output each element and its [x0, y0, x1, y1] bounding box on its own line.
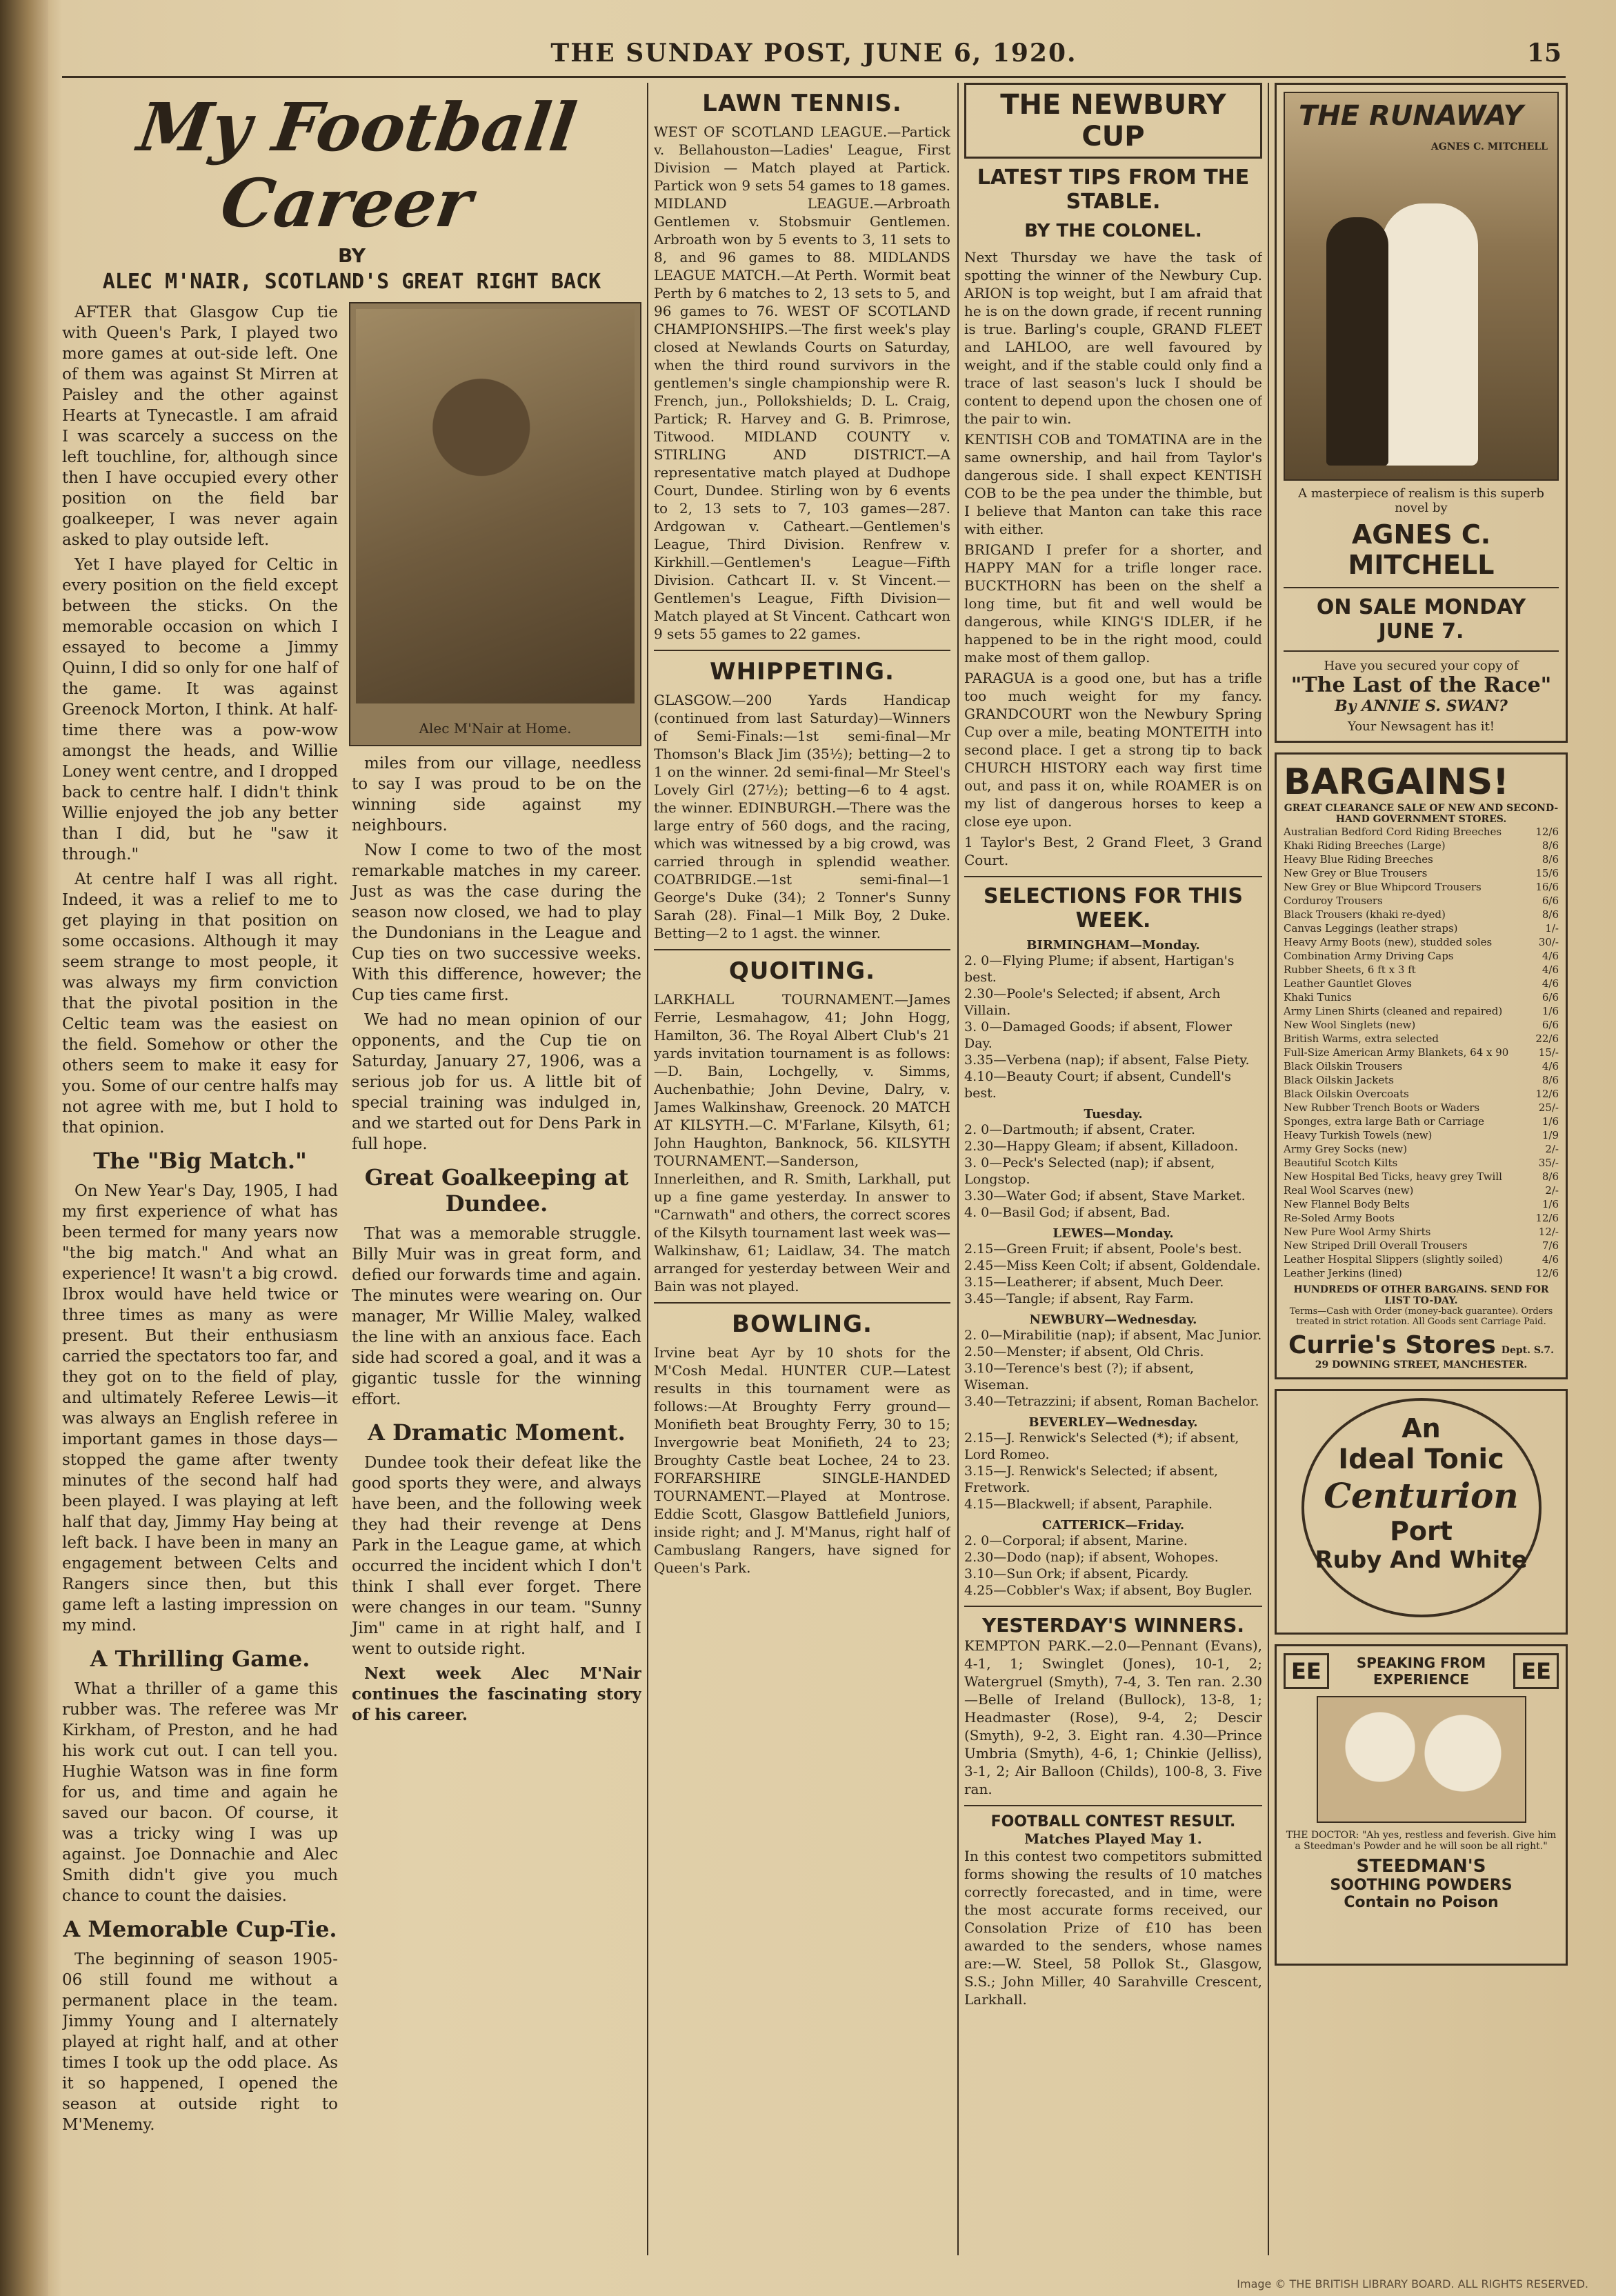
- racing-subheading: LATEST TIPS FROM THE STABLE.: [977, 166, 1250, 214]
- bargain-item-price: 8/6: [1542, 908, 1559, 921]
- centurion-oval: [1301, 1398, 1542, 1617]
- bargain-item-name: New Grey or Blue Trousers: [1284, 867, 1428, 879]
- bargain-item: [1284, 1101, 1559, 1115]
- bargain-item: [1284, 1073, 1559, 1087]
- on-sale-text: ON SALE MONDAY: [1316, 595, 1526, 619]
- tip-line: 4.25—Cobbler's Wax; if absent, Boy Bugler.: [964, 1583, 1253, 1598]
- bargain-item-price: 8/6: [1542, 1074, 1559, 1086]
- bargain-item: [1284, 990, 1559, 1004]
- bargain-item-name: Beautiful Scotch Kilts: [1284, 1157, 1398, 1169]
- tip-line: 2. 0—Dartmouth; if absent, Crater.: [964, 1122, 1195, 1137]
- meeting: [964, 1107, 1262, 1221]
- photo-caption: Alec M'Nair at Home.: [419, 720, 572, 737]
- bargain-item-price: 4/6: [1542, 1253, 1559, 1266]
- bargain-item-name: New Striped Drill Overall Trousers: [1284, 1239, 1468, 1252]
- bargain-item-price: 7/6: [1542, 1239, 1559, 1252]
- bargain-item-price: 4/6: [1542, 1060, 1559, 1072]
- tip-line: 3.30—Water God; if absent, Stave Market.: [964, 1188, 1246, 1204]
- store-dept: Dept. S.7.: [1501, 1345, 1554, 1356]
- bargain-item-name: New Hospital Bed Ticks, heavy grey Twill: [1284, 1170, 1502, 1183]
- bargain-item-price: 25/-: [1538, 1101, 1559, 1114]
- bargain-item-name: Black Oilskin Trousers: [1284, 1060, 1403, 1072]
- column-rule: [957, 83, 959, 2255]
- section-heading: Great Goalkeeping at Dundee.: [364, 1164, 629, 1217]
- article-left-col: [62, 302, 338, 2139]
- section-text: What a thriller of a game this rubber was. The referee was Mr Kirkham, of Preston, and he had his work cut out. I can tell you. Hughie Watson was in fine form for us, and time and again he saved our bacon. Of course, it was a tricky wing I was up against. Joe Donnachie and Alec Smith didn't give you much chance to count the daisies.: [62, 1680, 338, 1905]
- bargain-item: [1284, 1156, 1559, 1170]
- bargains-title: BARGAINS!: [1284, 761, 1509, 803]
- bargain-item-name: Real Wool Scarves (new): [1284, 1184, 1414, 1197]
- bargain-item-name: Full-Size American Army Blankets, 64 x 90: [1284, 1046, 1509, 1059]
- divider: [1284, 650, 1559, 652]
- bargain-item-price: 16/6: [1535, 881, 1559, 893]
- meeting: [964, 938, 1262, 1101]
- steedman-tagline: Contain no Poison: [1344, 1894, 1499, 1911]
- bargain-item-price: 30/-: [1538, 936, 1559, 948]
- bargain-item: [1284, 839, 1559, 852]
- tip-line: 3. 0—Peck's Selected (nap); if absent, Longstop.: [964, 1155, 1215, 1187]
- steedman-ad: [1275, 1644, 1568, 1966]
- bargain-item-name: New Flannel Body Belts: [1284, 1198, 1410, 1210]
- runaway-ad: [1275, 83, 1568, 743]
- tip-line: 4.10—Beauty Court; if absent, Cundell's best.: [964, 1069, 1231, 1101]
- bargain-item-price: 1/6: [1542, 1115, 1559, 1128]
- article-paragraph: At centre half I was all right. Indeed, it was a relief to me to get playing in that position on some occasions. Although it may seem strange to most people, it was always my firm conviction that the pivotal position in the Celtic team was the easiest on the field. Somehow or other the others seem to make it easy for you. Some of our centre halfs may not agree with me, but I hold to that opinion.: [62, 870, 338, 1137]
- meeting: [964, 1312, 1262, 1410]
- masthead: [62, 34, 1566, 78]
- bargain-item-price: 1/9: [1542, 1129, 1559, 1141]
- bargain-item: [1284, 949, 1559, 963]
- centurion-line2: Ideal Tonic: [1338, 1444, 1504, 1475]
- bargain-item-name: Australian Bedford Cord Riding Breeches: [1284, 826, 1502, 838]
- winners-text: KEMPTON PARK.—2.0—Pennant (Evans), 4-1, 1; Swinglet (Jones), 10-1, 2; Watergruel (Smyth), 7-4, 3. Ten ran. 2.30—Belle of Ireland (Bullock), 13-8, 1; Headmaster (Rose), 9-4, 2; Descir (Smyth), 9-2, 3. Eight ran. 4.30—Prince Umbria (Smyth), 4-6, 1; Chinkie (Jelliss), 3-1, 2; Air Balloon (Childs), 100-8, 3. Five ran.: [964, 1637, 1262, 1797]
- book-author: By ANNIE S. SWAN?: [1335, 697, 1508, 715]
- sports-column: [654, 83, 950, 2262]
- bargain-item-name: Khaki Tunics: [1284, 991, 1352, 1004]
- author-photo: [349, 302, 641, 746]
- bargain-item-price: 4/6: [1542, 950, 1559, 962]
- racing-paragraph: Next Thursday we have the task of spotting the winner of the Newbury Cup. ARION is top weight, but I am afraid that he is on the down grade, if recent running is true. Barling's couple, GRAND FLEET and LAHLOO, are well favoured by weight, and if the stable could only find a trace of last season's luck I should be content to depend upon the chosen one of the pair to win.: [964, 249, 1262, 427]
- bargain-item: [1284, 1197, 1559, 1211]
- section-text: The beginning of season 1905-06 still found me without a permanent place in the team. Jimmy Young and I alternately played at right half, and at other times I took up the odd place. As it so happened, I opened the season at outside right to M'Menemy.: [62, 1950, 338, 2134]
- bargain-item-price: 8/6: [1542, 839, 1559, 852]
- bargain-item-price: 6/6: [1542, 895, 1559, 907]
- bargain-item-price: 12/6: [1535, 1088, 1559, 1100]
- divider: [964, 1805, 1262, 1806]
- runaway-caption: A masterpiece of realism is this superb novel by: [1298, 486, 1544, 515]
- bargains-subtitle: GREAT CLEARANCE SALE OF NEW AND SECOND-HAND GOVERNMENT STORES.: [1284, 803, 1559, 825]
- racing-paragraph: KENTISH COB and TOMATINA are in the same ownership, and hail from Taylor's dangerous side. I shall expect KENTISH COB to be the pea under the thimble, but I believe that Manton can take this race with either.: [964, 431, 1262, 537]
- section-heading: A Memorable Cup-Tie.: [63, 1916, 337, 1942]
- lawn-tennis-text: WEST OF SCOTLAND LEAGUE.—Partick v. Bellahouston—Ladies' League, First Division — Match played at Partick. Partick won 9 sets 54 games to 18 games. MIDLAND LEAGUE.—Arbroath Gentlemen v. Stobsmuir Gentlemen. Arbroath won by 5 events to 3, 11 sets to 8, and 96 games to 88. MIDLANDS LEAGUE MATCH.—At Perth. Wormit beat Perth by 6 matches to 2, 13 sets to 5, and 96 games to 76. WEST OF SCOTLAND CHAMPIONSHIPS.—The first week's play closed at Newlands Courts on Saturday, when the third round survivors in the gentlemen's single championship were R. French, jun., Pollokshields; D. L. Craig, Partick; R. Harvey and G. B. Primrose, Titwood. MIDLAND COUNTY v. STIRLING AND DISTRICT.—A representative match played at Dudhope Court, Dundee. Stirling won by 6 events to 2, 13 sets to 7, 103 games—287. Ardgowan v. Catheart.—Gentlemen's League, Third Division. Renfrew v. Kirkhill.—Gentlemen's League—Fifth Division. Cathcart II. v. St Vincent.—Gentlemen's League, Fifth Division—Match played at St Vincent. Cathcart won 9 sets 55 games to 22 games.: [654, 123, 950, 642]
- tip-line: 2.15—J. Renwick's Selected (*); if absent, Lord Romeo.: [964, 1430, 1239, 1462]
- meeting-name: CATTERICK—Friday.: [1041, 1518, 1185, 1533]
- racing-column: [964, 83, 1262, 2262]
- section-heading: A Dramatic Moment.: [368, 1419, 626, 1446]
- bargain-item-price: 12/6: [1535, 826, 1559, 838]
- article-column: [62, 83, 641, 2262]
- on-sale-date: JUNE 7.: [1378, 619, 1464, 643]
- article-title: My Football Career: [133, 88, 581, 242]
- bargain-item: [1284, 935, 1559, 949]
- bargain-item: [1284, 1004, 1559, 1018]
- racing-heading: THE NEWBURY CUP: [1000, 89, 1226, 152]
- meeting: [964, 1518, 1262, 1599]
- ads-column: [1275, 83, 1568, 2262]
- article-paragraph: Yet I have played for Celtic in every position on the field except between the sticks. On the memorable occasion on which I essayed to become a Jimmy Quinn, I did so only for one half of the game. It was against Greenock Morton, I think. At half-time there was a pow-wow amongst the heads, and Willie Loney went centre, and I dropped back to centre half. I didn't think Willie enjoyed the job any better than I did, but he "saw it through.": [62, 556, 338, 864]
- bargain-item-name: Leather Jerkins (lined): [1284, 1267, 1402, 1279]
- steedman-top: [1284, 1653, 1559, 1689]
- lawn-tennis-heading: LAWN TENNIS.: [702, 90, 902, 117]
- racing-paragraph: 1 Taylor's Best, 2 Grand Fleet, 3 Grand Court.: [964, 834, 1262, 868]
- racing-paragraph: PARAGUA is a good one, but has a trifle too much weight for my fancy. GRANDCOURT won the Newbury Spring Cup over a mile, beating MONTEITH into second place. I get a strong tip to back CHURCH HISTORY each way first time out, and pass it on, while ROAMER is on my list of dangerous horses to keep a close eye upon.: [964, 670, 1262, 830]
- bargain-item-price: 12/6: [1535, 1267, 1559, 1279]
- column-rule: [1268, 83, 1269, 2255]
- bargain-item: [1284, 1115, 1559, 1128]
- tip-line: 2.15—Green Fruit; if absent, Poole's best.: [964, 1241, 1242, 1257]
- divider: [654, 1302, 950, 1304]
- bargain-item-name: Army Grey Socks (new): [1284, 1143, 1408, 1155]
- store-name: Currie's Stores: [1288, 1331, 1496, 1359]
- bargain-item: [1284, 1170, 1559, 1184]
- bargain-item: [1284, 1239, 1559, 1252]
- divider: [1284, 587, 1559, 588]
- book-prompt: Have you secured your copy of: [1324, 659, 1519, 673]
- bargains-terms: Terms—Cash with Order (money-back guarantee). Orders treated in strict rotation. All Goods sent Carriage Paid.: [1289, 1306, 1553, 1327]
- bargain-item: [1284, 1211, 1559, 1225]
- bargain-item: [1284, 894, 1559, 908]
- masthead-title: THE SUNDAY POST, JUNE 6, 1920.: [550, 39, 1077, 68]
- book-title: "The Last of the Race": [1290, 673, 1552, 697]
- tip-line: 3.10—Terence's best (?); if absent, Wiseman.: [964, 1361, 1195, 1392]
- bargain-item-name: Rubber Sheets, 6 ft x 3 ft: [1284, 964, 1416, 976]
- centurion-ad: [1275, 1389, 1568, 1635]
- football-text: In this contest two competitors submitted forms showing the results of 10 matches correctly forecasted, and in time, were the most accurate forms received, our Consolation Prize of £10 has been awarded to the senders, whose names are:—W. Steel, 58 Pollok St., Glasgow, S.S.; John Miller, 40 Sarahville Crescent, Larkhall.: [964, 1848, 1262, 2008]
- bargain-item-name: Re-Soled Army Boots: [1284, 1212, 1395, 1224]
- section-heading: A Thrilling Game.: [90, 1646, 310, 1672]
- bargain-item: [1284, 1018, 1559, 1032]
- bargain-item-price: 4/6: [1542, 977, 1559, 990]
- bargain-item-name: New Pure Wool Army Shirts: [1284, 1226, 1431, 1238]
- meeting: [964, 1226, 1262, 1307]
- bargain-item: [1284, 1252, 1559, 1266]
- tip-line: 2.50—Menster; if absent, Old Chris.: [964, 1344, 1204, 1359]
- runaway-cover: [1284, 92, 1559, 481]
- article-closing: Next week Alec M'Nair continues the fascinating story of his career.: [352, 1664, 641, 1724]
- bargain-item-price: 4/6: [1542, 964, 1559, 976]
- bargain-item-name: New Wool Singlets (new): [1284, 1019, 1416, 1031]
- tip-line: 4. 0—Basil God; if absent, Bad.: [964, 1205, 1170, 1220]
- bargain-item-name: Canvas Leggings (leather straps): [1284, 922, 1458, 935]
- racing-paragraph: BRIGAND I prefer for a shorter, and HAPPY MAN for a trifle longer race. BUCKTHORN has been on the shelf a long time, but fit and well would be dangerous, while KING'S IDLER, if he happened to be in the right mood, could make most of them gallop.: [964, 541, 1262, 666]
- tip-line: 2.30—Happy Gleam; if absent, Killadoon.: [964, 1139, 1239, 1154]
- divider: [964, 876, 1262, 877]
- centurion-line1: An: [1401, 1413, 1441, 1444]
- bargain-item: [1284, 1128, 1559, 1142]
- bargain-item-name: Khaki Riding Breeches (Large): [1284, 839, 1446, 852]
- bargains-more: HUNDREDS OF OTHER BARGAINS. SEND FOR LIST TO-DAY.: [1293, 1284, 1549, 1306]
- bargain-item-name: Black Oilskin Overcoats: [1284, 1088, 1409, 1100]
- article-paragraph: We had no mean opinion of our opponents, and the Cup tie on Saturday, January 27, 1906, was a serious job for us. A little bit of special training was indulged in, and we started out for Dens Park in full hope.: [352, 1011, 641, 1153]
- store-name-row: [1284, 1331, 1559, 1359]
- bargain-item-price: 12/-: [1538, 1226, 1559, 1238]
- section-text: Dundee took their defeat like the good sports they were, and always have been, and the following week they had their revenge at Dens Park in the League game, at which occurred the incident which I don't think I shall ever forget. There were changes in our team. "Sunny Jim" came in at right half, and I went to outside right.: [352, 1454, 641, 1658]
- section-text: On New Year's Day, 1905, I had my first experience of what has been termed for many years now "the big match." And what an experience! It wasn't a big crowd. Ibrox would have held twice or three times as many as were present. But their enthusiasm carried the spectators too far, and they got on to the field of play, and ultimately Referee Lewis—it was always an English referee in important games in those days—stopped the game after twenty minutes of the second half had been played. I was playing at left half that day, Jimmy Hay being at left back. I have been in many an engagement between Celts and Rangers since then, but this game left a lasting impression on my mind.: [62, 1182, 338, 1635]
- meeting-name: NEWBURY—Wednesday.: [1029, 1312, 1197, 1327]
- tip-line: 2.30—Poole's Selected; if absent, Arch Villain.: [964, 986, 1221, 1018]
- bargain-item: [1284, 1142, 1559, 1156]
- meeting-name: Tuesday.: [1084, 1107, 1143, 1121]
- bargain-item: [1284, 921, 1559, 935]
- author-photo-image: [356, 309, 635, 703]
- groom-figure: [1326, 217, 1388, 466]
- steedman-brand: STEEDMAN'S: [1356, 1856, 1486, 1877]
- meeting-name: BEVERLEY—Wednesday.: [1028, 1415, 1198, 1430]
- quoiting-heading: QUOITING.: [728, 957, 876, 985]
- racing-byline: BY THE COLONEL.: [1024, 221, 1202, 241]
- newsagent-note: Your Newsagent has it!: [1347, 719, 1495, 734]
- tip-line: 3.40—Tetrazzini; if absent, Roman Bachelor.: [964, 1394, 1259, 1409]
- runaway-title: THE RUNAWAY: [1299, 100, 1524, 132]
- divider: [964, 1606, 1262, 1607]
- selections-heading: SELECTIONS FOR THIS WEEK.: [984, 884, 1243, 932]
- bargain-item-name: Leather Gauntlet Gloves: [1284, 977, 1412, 990]
- tip-line: 2. 0—Mirabilitie (nap); if absent, Mac Junior.: [964, 1328, 1262, 1343]
- bargain-item-price: 1/6: [1542, 1005, 1559, 1017]
- section-heading: The "Big Match.": [93, 1148, 307, 1174]
- bargain-item: [1284, 1225, 1559, 1239]
- football-heading: FOOTBALL CONTEST RESULT.: [990, 1813, 1236, 1830]
- bargain-item: [1284, 963, 1559, 977]
- bargain-item-price: 12/6: [1535, 1212, 1559, 1224]
- bargain-item: [1284, 852, 1559, 866]
- tip-line: 2.45—Miss Keen Colt; if absent, Goldendale.: [964, 1258, 1261, 1273]
- bargain-item: [1284, 825, 1559, 839]
- column-rule: [647, 83, 648, 2255]
- bargain-item-name: Heavy Blue Riding Breeches: [1284, 853, 1433, 866]
- meeting: [964, 1415, 1262, 1513]
- meeting-name: BIRMINGHAM—Monday.: [1026, 938, 1200, 952]
- bargain-item: [1284, 977, 1559, 990]
- article-paragraph: Now I come to two of the most remarkable matches in my career. Just as was the case during the season now closed, we had to play the Dundonians in the League and Cup ties on two successive weeks. With this difference, however; the Cup ties came first.: [352, 841, 641, 1004]
- tip-line: 3.35—Verbena (nap); if absent, False Piety.: [964, 1052, 1250, 1068]
- bargain-item-name: Leather Hospital Slippers (slightly soiled): [1284, 1253, 1503, 1266]
- tip-line: 2. 0—Corporal; if absent, Marine.: [964, 1533, 1188, 1548]
- tip-line: 3.10—Sun Ork; if absent, Picardy.: [964, 1566, 1189, 1581]
- bargain-item-name: Heavy Army Boots (new), studded soles: [1284, 936, 1493, 948]
- bargain-item-price: 15/-: [1538, 1046, 1559, 1059]
- bargain-item: [1284, 1032, 1559, 1046]
- page-number: 15: [1526, 39, 1562, 68]
- bargain-item-name: Sponges, extra large Bath or Carriage: [1284, 1115, 1485, 1128]
- bargain-item-price: 8/6: [1542, 1170, 1559, 1183]
- steedman-tagline: SOOTHING POWDERS: [1330, 1877, 1513, 1894]
- steedman-quote: THE DOCTOR: "Ah yes, restless and feverish. Give him a Steedman's Powder and he will soon be all right.": [1286, 1830, 1557, 1852]
- bargain-item: [1284, 866, 1559, 880]
- bargain-item-name: British Warms, extra selected: [1284, 1032, 1439, 1045]
- store-address: 29 DOWNING STREET, MANCHESTER.: [1315, 1359, 1528, 1370]
- bargain-item-name: Army Linen Shirts (cleaned and repaired): [1284, 1005, 1503, 1017]
- tip-line: 3.15—Leatherer; if absent, Much Deer.: [964, 1275, 1224, 1290]
- article-paragraph: AFTER that Glasgow Cup tie with Queen's Park, I played two more games at out-side left. One of them was against St Mirren at Paisley and the other against Hearts at Tynecastle. I am afraid I was scarcely a success on the left touchline, for, although since then I have occupied every other position on the field bar goalkeeper, I was never again asked to play outside left.: [62, 303, 338, 549]
- bargain-item-price: 15/6: [1535, 867, 1559, 879]
- football-subheading: Matches Played May 1.: [1024, 1830, 1202, 1847]
- bride-figure: [1381, 203, 1478, 466]
- divider: [654, 949, 950, 950]
- bargain-item: [1284, 908, 1559, 921]
- whippeting-heading: WHIPPETING.: [710, 658, 895, 686]
- bargain-item-price: 6/6: [1542, 991, 1559, 1004]
- tip-line: 3.15—J. Renwick's Selected; if absent, Fretwork.: [964, 1464, 1219, 1495]
- article-right-col: [352, 753, 641, 1730]
- quoiting-text: LARKHALL TOURNAMENT.—James Ferrie, Lesmahagow, 41; John Hogg, Hamilton, 36. The Royal Albert Club's 21 yards invitation tournament is as follows:—D. Bain, Lochgelly, v. Simms, Auchenbathie; John Devine, Dalry, v. James Walkinshaw, Greenock. 20 MATCH AT KILSYTH.—C. M'Farlane, Kilsyth, 61; John Haughton, Banknock, 56. KILSYTH TOURNAMENT.—Sanderson, Innerleithen, and R. Smith, Larkhall, put up a fine game yesterday. In answer to "Carnwath" and others, the correct scores of the Kilsyth tournament last week was—Walkinshaw, 61; Laidlaw, 34. The match arranged for yesterday between Weir and Bain was not played.: [654, 991, 950, 1295]
- meeting-name: LEWES—Monday.: [1053, 1226, 1174, 1241]
- divider: [654, 650, 950, 651]
- article-paragraph: miles from our village, needless to say I was proud to be on the winning side against my neighbours.: [352, 755, 641, 835]
- doctor-illustration: [1317, 1696, 1526, 1823]
- winners-heading: YESTERDAY'S WINNERS.: [981, 1614, 1244, 1637]
- bargain-item-name: New Rubber Trench Boots or Waders: [1284, 1101, 1480, 1114]
- bowling-text: Irvine beat Ayr by 10 shots for the M'Cosh Medal. HUNTER CUP.—Latest results in this tournament were as follows:—At Broughty Ferry ground—Monifieth beat Broughty Ferry, 30 to 15; Invergowrie beat Monifieth, 24 to 23; Broughty Castle beat Lochee, 24 to 23. FORFARSHIRE SINGLE-HANDED TOURNAMENT.—Played at Montrose. Eddie Scott, Glasgow Battlefield Juniors, inside right; and J. M'Manus, right half of Cambuslang Rangers, have signed for Queen's Park.: [654, 1344, 950, 1576]
- bargain-item-price: 22/6: [1535, 1032, 1559, 1045]
- bargain-item: [1284, 1266, 1559, 1280]
- page-binding: [0, 0, 48, 2296]
- bargain-item: [1284, 1184, 1559, 1197]
- tip-line: 3.45—Tangle; if absent, Ray Farm.: [964, 1291, 1194, 1306]
- bargain-item: [1284, 1087, 1559, 1101]
- centurion-line3: Port: [1390, 1516, 1453, 1546]
- bargains-ad: [1275, 752, 1568, 1379]
- bowling-heading: BOWLING.: [732, 1310, 872, 1338]
- runaway-cover-author: AGNES C. MITCHELL: [1430, 141, 1548, 152]
- bargain-item-price: 1/6: [1542, 1198, 1559, 1210]
- bargain-item-price: 1/-: [1545, 922, 1559, 935]
- article-author: ALEC M'NAIR, SCOTLAND'S GREAT RIGHT BACK: [102, 270, 601, 294]
- tip-line: 2.30—Dodo (nap); if absent, Wohopes.: [964, 1550, 1219, 1565]
- bargain-item-price: 2/-: [1545, 1143, 1559, 1155]
- centurion-brand: Centurion: [1324, 1475, 1519, 1516]
- bargain-item-name: Black Trousers (khaki re-dyed): [1284, 908, 1446, 921]
- bargain-item-name: Heavy Turkish Towels (new): [1284, 1129, 1433, 1141]
- bargain-item-name: Combination Army Driving Caps: [1284, 950, 1454, 962]
- section-text: That was a memorable struggle. Billy Muir was in great form, and defied our forwards time and again. The minutes were wearing on. Our manager, Mr Willie Maley, walked the line with an anxious face. Each side had scored a goal, and it was a gigantic tussle for the winning effort.: [352, 1225, 641, 1408]
- bargain-item-name: New Grey or Blue Whipcord Trousers: [1284, 881, 1482, 893]
- ee-badge: EE: [1513, 1653, 1559, 1689]
- article-by: BY: [337, 244, 366, 267]
- bargain-item: [1284, 1046, 1559, 1059]
- tip-line: 4.15—Blackwell; if absent, Paraphile.: [964, 1497, 1213, 1512]
- newbury-banner: [964, 83, 1262, 159]
- tip-line: 2. 0—Flying Plume; if absent, Hartigan's best.: [964, 953, 1235, 985]
- steedman-banner: SPEAKING FROM EXPERIENCE: [1356, 1655, 1486, 1688]
- bargain-item: [1284, 880, 1559, 894]
- copyright-footer: Image © THE BRITISH LIBRARY BOARD. ALL RIGHTS RESERVED.: [1237, 2277, 1588, 2290]
- bargain-item-name: Black Oilskin Jackets: [1284, 1074, 1394, 1086]
- bargain-item: [1284, 1059, 1559, 1073]
- bargain-item-price: 35/-: [1538, 1157, 1559, 1169]
- bargain-list: [1284, 825, 1559, 1280]
- bargain-item-name: Corduroy Trousers: [1284, 895, 1383, 907]
- bargain-item-price: 6/6: [1542, 1019, 1559, 1031]
- tip-line: 3. 0—Damaged Goods; if absent, Flower Day.: [964, 1019, 1233, 1051]
- ee-badge: EE: [1284, 1653, 1329, 1689]
- whippeting-text: GLASGOW.—200 Yards Handicap (continued from last Saturday)—Winners of Semi-Finals:—1st semi-final—Mr Thomson's Black Jim (35½); betting—2 to 1 on the winner. 2d semi-final—Mr Steel's Lovely Girl (27½); betting—6 to 4 agst. the winner. EDINBURGH.—There was the large entry of 560 dogs, and the racing, which was witnessed by a big crowd, was carried through in splendid weather. COATBRIDGE.—1st semi-final—1 George's Duke (34); 2 Tonner's Sunny Sarah (28). Final—1 Milk Boy, 2 Duke. Betting—2 to 1 agst. the winner.: [654, 692, 950, 941]
- bargain-item-price: 8/6: [1542, 853, 1559, 866]
- runaway-author: AGNES C. MITCHELL: [1348, 519, 1495, 580]
- centurion-line4: Ruby And White: [1315, 1546, 1528, 1574]
- bargain-item-price: 2/-: [1545, 1184, 1559, 1197]
